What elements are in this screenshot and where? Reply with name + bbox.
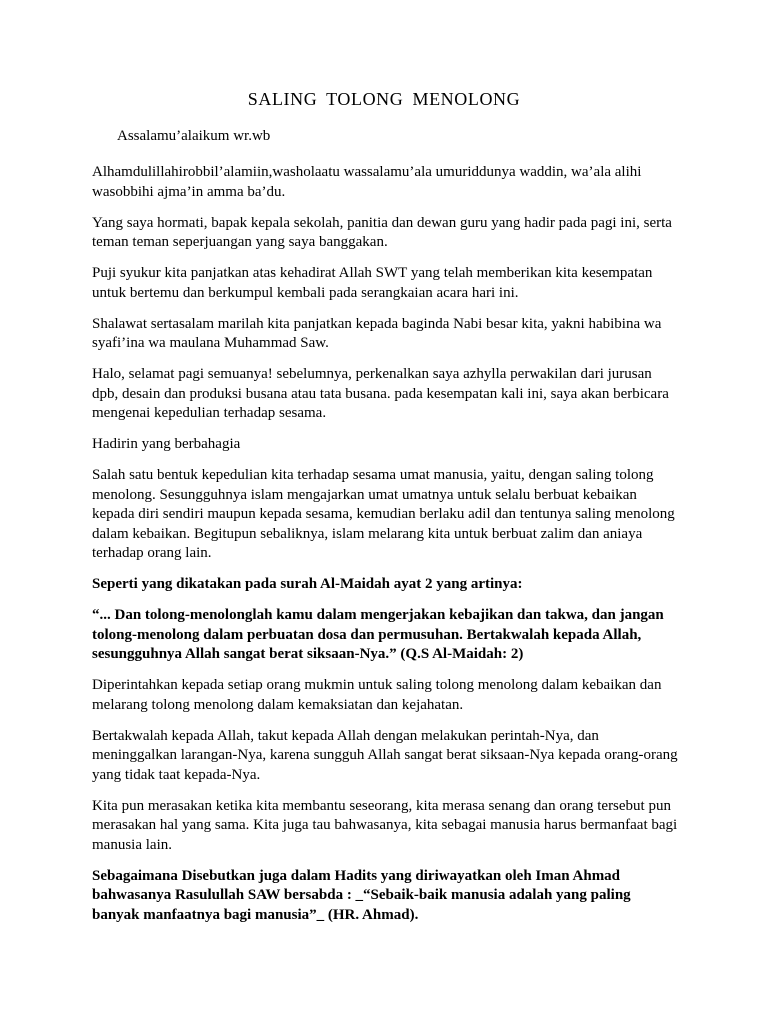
document-title: SALING TOLONG MENOLONG xyxy=(247,89,521,109)
paragraph-hadith: Sebagaimana Disebutkan juga dalam Hadits yang diriwayatkan oleh Iman Ahmad bahwasanya Rasulullah SAW bersabda : _“Sebaik-baik manusia adalah yang paling banyak manfaatnya bagi manusia”_ (HR. Ahmad). xyxy=(92,867,631,923)
document-body xyxy=(92,163,680,937)
paragraph-gratitude: Puji syukur kita panjatkan atas kehadirat Allah SWT yang telah memberikan kita kesempatan untuk bertemu dan berkumpul kembali pada serangkaian acara hari ini. xyxy=(92,265,653,301)
paragraph-introduction: Halo, selamat pagi semuanya! sebelumnya, perkenalkan saya azhylla perwakilan dari jurusan dpb, desain dan produksi busana atau tata busana. pada kesempatan kali ini, saya akan berbicara mengenai kepedulian terhadap sesama. xyxy=(92,366,669,421)
paragraph-surah-intro: Seperti yang dikatakan pada surah Al-Maidah ayat 2 yang artinya: xyxy=(92,576,523,592)
paragraph-respects: Yang saya hormati, bapak kepala sekolah, panitia dan dewan guru yang hadir pada pagi ini, serta teman teman seperjuangan yang saya banggakan. xyxy=(92,214,672,250)
paragraph-surah-quote: “... Dan tolong-menolonglah kamu dalam mengerjakan kebajikan dan takwa, dan jangan tolong-menolong dalam perbuatan dosa dan permusuhan. Bertakwalah kepada Allah, sesungguhnya Allah sangat berat siksaan-Nya.” (Q.S Al-Maidah: 2) xyxy=(92,607,664,662)
paragraph-main-topic: Salah satu bentuk kepedulian kita terhadap sesama umat manusia, yaitu, dengan saling tolong menolong. Sesungguhnya islam mengajarkan umat umatnya untuk selalu berbuat kebaikan kepada diri sendiri maupun kepada sesama, kemudian berlaku adil dan tentunya saling menolong dalam kebaikan. Begitupun sebaliknya, islam melarang kita untuk berbuat zalim dan aniaya terhadap orang lain. xyxy=(92,467,675,561)
paragraph-audience-address: Hadirin yang berbahagia xyxy=(92,436,241,452)
paragraph-explanation: Diperintahkan kepada setiap orang mukmin untuk saling tolong menolong dalam kebaikan dan melarang tolong menolong dalam kemaksiatan dan kejahatan. xyxy=(92,677,662,713)
paragraph-taqwa: Bertakwalah kepada Allah, takut kepada Allah dengan melakukan perintah-Nya, dan meninggalkan larangan-Nya, karena sungguh Allah sangat berat siksaan-Nya kepada orang-orang yang tidak taat kepada-Nya. xyxy=(92,727,678,783)
paragraph-benefit: Kita pun merasakan ketika kita membantu seseorang, kita merasa senang dan orang tersebut pun merasakan hal yang sama. Kita juga tau bahwasanya, kita sebagai manusia harus bermanfaat bagi manusia lain. xyxy=(92,797,678,853)
paragraph-opening-praise: Alhamdulillahirobbil’alamiin,washolaatu wassalamu’ala umuriddunya waddin, wa’ala alihi wasobbihi ajma’in amma ba’du. xyxy=(92,164,642,200)
greeting: Assalamu’alaikum wr.wb xyxy=(117,128,271,144)
paragraph-shalawat: Shalawat sertasalam marilah kita panjatkan kepada baginda Nabi besar kita, yakni habibina wa syafi’ina wa maulana Muhammad Saw. xyxy=(92,315,662,351)
